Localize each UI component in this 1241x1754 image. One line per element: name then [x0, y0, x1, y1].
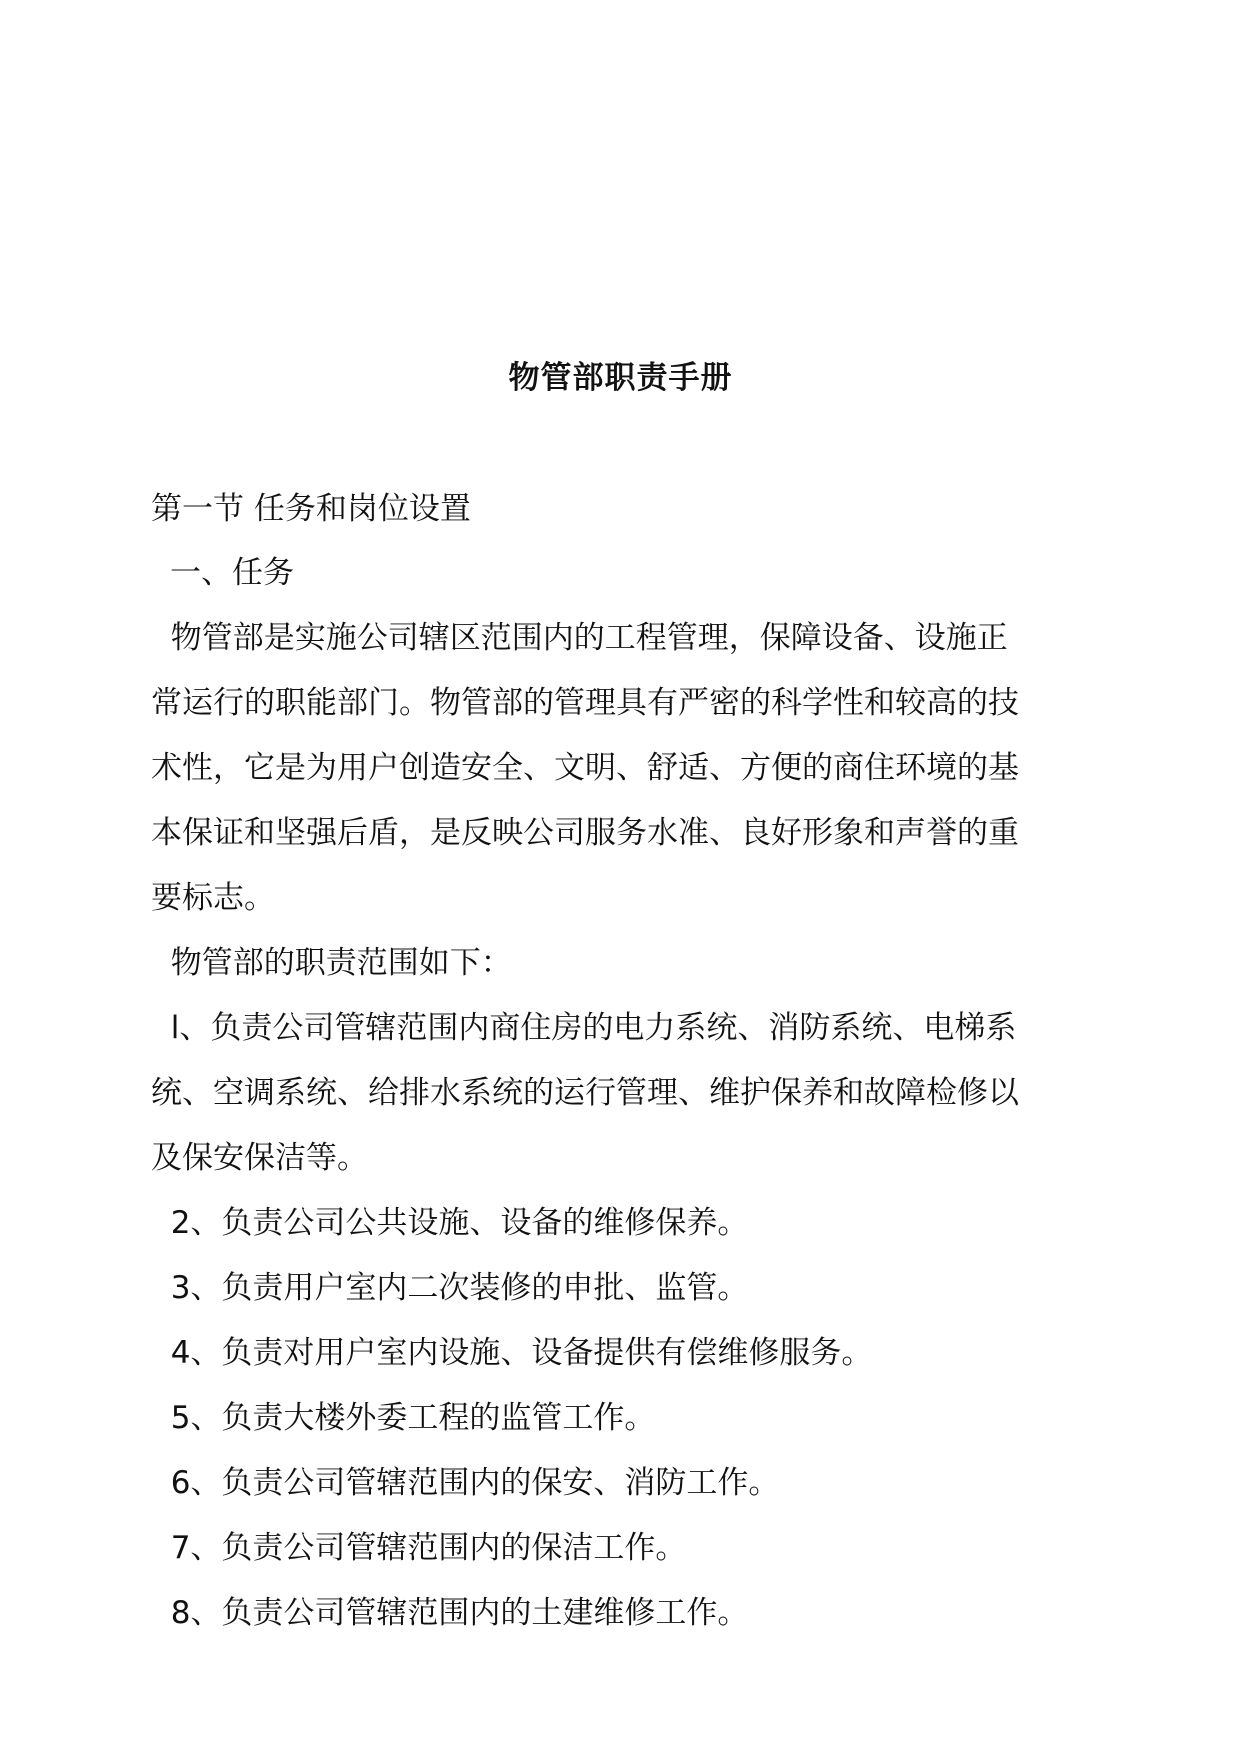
section-heading-text: 第一节 任务和岗位设置	[151, 491, 471, 527]
section-heading	[151, 477, 1091, 542]
sub-heading-text: 一、任务	[170, 555, 294, 591]
document-body	[151, 606, 1091, 1646]
sub-heading	[170, 541, 1110, 606]
duty-item-1-line: l、负责公司管辖范围内商住房的电力系统、消防系统、电梯系	[151, 1010, 1017, 1046]
duty-item: 6、负责公司管辖范围内的保安、消防工作。	[151, 1465, 780, 1501]
duty-item: 5、负责大楼外委工程的监管工作。	[151, 1400, 656, 1436]
duty-item: 7、负责公司管辖范围内的保洁工作。	[151, 1530, 687, 1566]
intro-line: 常运行的职能部门。物管部的管理具有严密的科学性和较高的技	[151, 685, 1019, 721]
duty-item: 2、负责公司公共设施、设备的维修保养。	[151, 1205, 749, 1241]
intro-line: 本保证和坚强后盾，是反映公司服务水准、良好形象和声誉的重	[151, 815, 1019, 851]
duty-item: 4、负责对用户室内设施、设备提供有偿维修服务。	[151, 1335, 873, 1371]
duty-item-1-line: 统、空调系统、给排水系统的运行管理、维护保养和故障检修以	[151, 1075, 1019, 1111]
duty-item: 8、负责公司管辖范围内的土建维修工作。	[151, 1595, 749, 1631]
document-title: 物管部职责手册	[508, 360, 733, 396]
duty-item-1-line: 及保安保洁等。	[151, 1140, 368, 1176]
intro-line: 要标志。	[151, 880, 275, 916]
intro-line: 术性，它是为用户创造安全、文明、舒适、方便的商住环境的基	[151, 750, 1019, 786]
intro-line: 物管部是实施公司辖区范围内的工程管理，保障设备、设施正	[151, 620, 1008, 656]
scope-intro: 物管部的职责范围如下：	[151, 945, 512, 981]
duty-item: 3、负责用户室内二次装修的申批、监管。	[151, 1270, 749, 1306]
